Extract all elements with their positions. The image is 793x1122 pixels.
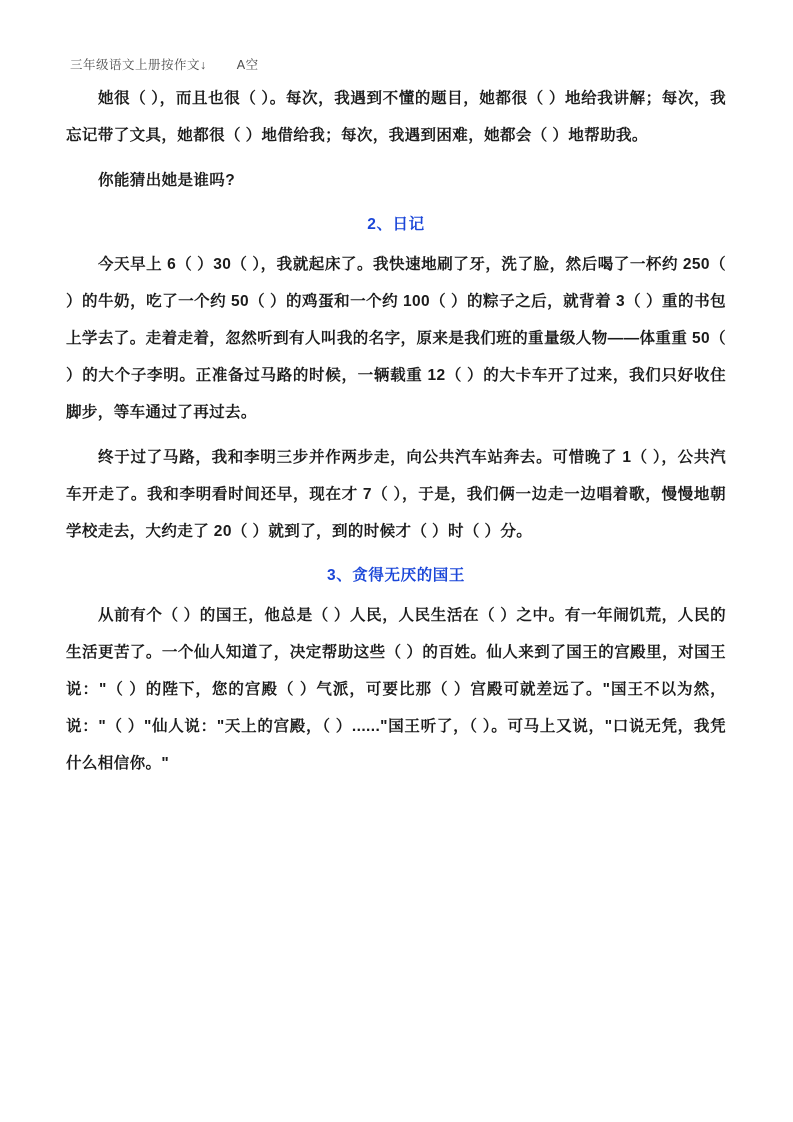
paragraph: 今天早上 6（ ）30（ ），我就起床了。我快速地刷了牙，洗了脸，然后喝了一杯约 250（ ）的牛奶，吃了一个约 50（ ）的鸡蛋和一个约 100（ ）的粽子之后，就背着 3（ ）重的书包上学去了。走着走着，忽然听到有人叫我的名字，原来是我们班的重量级人物——体重重 50（ ）的大个子李明。正准备过马路的时候，一辆载重 12（ ）的大卡车开了过来，我们只好收住脚步，等车通过了再过去。: [66, 256, 726, 421]
document-body: [66, 80, 726, 784]
section-heading-greedy-king: 3、贪得无厌的国王: [326, 567, 466, 584]
paragraph: 她很（ ），而且也很（ ）。每次，我遇到不懂的题目，她都很（ ）地给我讲解；每次，我忘记带了文具，她都很（ ）地借给我；每次，我遇到困难，她都会（ ）地帮助我。: [66, 90, 726, 144]
paragraph: 终于过了马路，我和李明三步并作两步走，向公共汽车站奔去。可惜晚了 1（ ），公共汽车开走了。我和李明看时间还早，现在才 7（ ），于是，我们俩一边走一边唱着歌，慢慢地朝学校走去，大约走了 20（ ）就到了，到的时候才（ ）时（ ）分。: [66, 449, 726, 540]
paragraph: 从前有个（ ）的国王，他总是（ ）人民，人民生活在（ ）之中。有一年闹饥荒，人民的生活更苦了。一个仙人知道了，决定帮助这些（ ）的百姓。仙人来到了国王的宫殿里，对国王说："（ ）的陛下，您的宫殿（ ）气派，可要比那（ ）宫殿可就差远了。"国王不以为然，说："（ ）"仙人说："天上的宫殿，（ ）......"国王听了，（ ）。可马上又说，"口说无凭，我凭什么相信你。": [66, 607, 726, 772]
header-title-right: A空: [236, 58, 259, 72]
document-header: [70, 55, 710, 73]
paragraph: 你能猜出她是谁吗?: [98, 172, 236, 189]
header-title-left: 三年级语文上册按作文↓: [70, 58, 207, 72]
section-heading-diary: 2、日记: [367, 216, 425, 233]
